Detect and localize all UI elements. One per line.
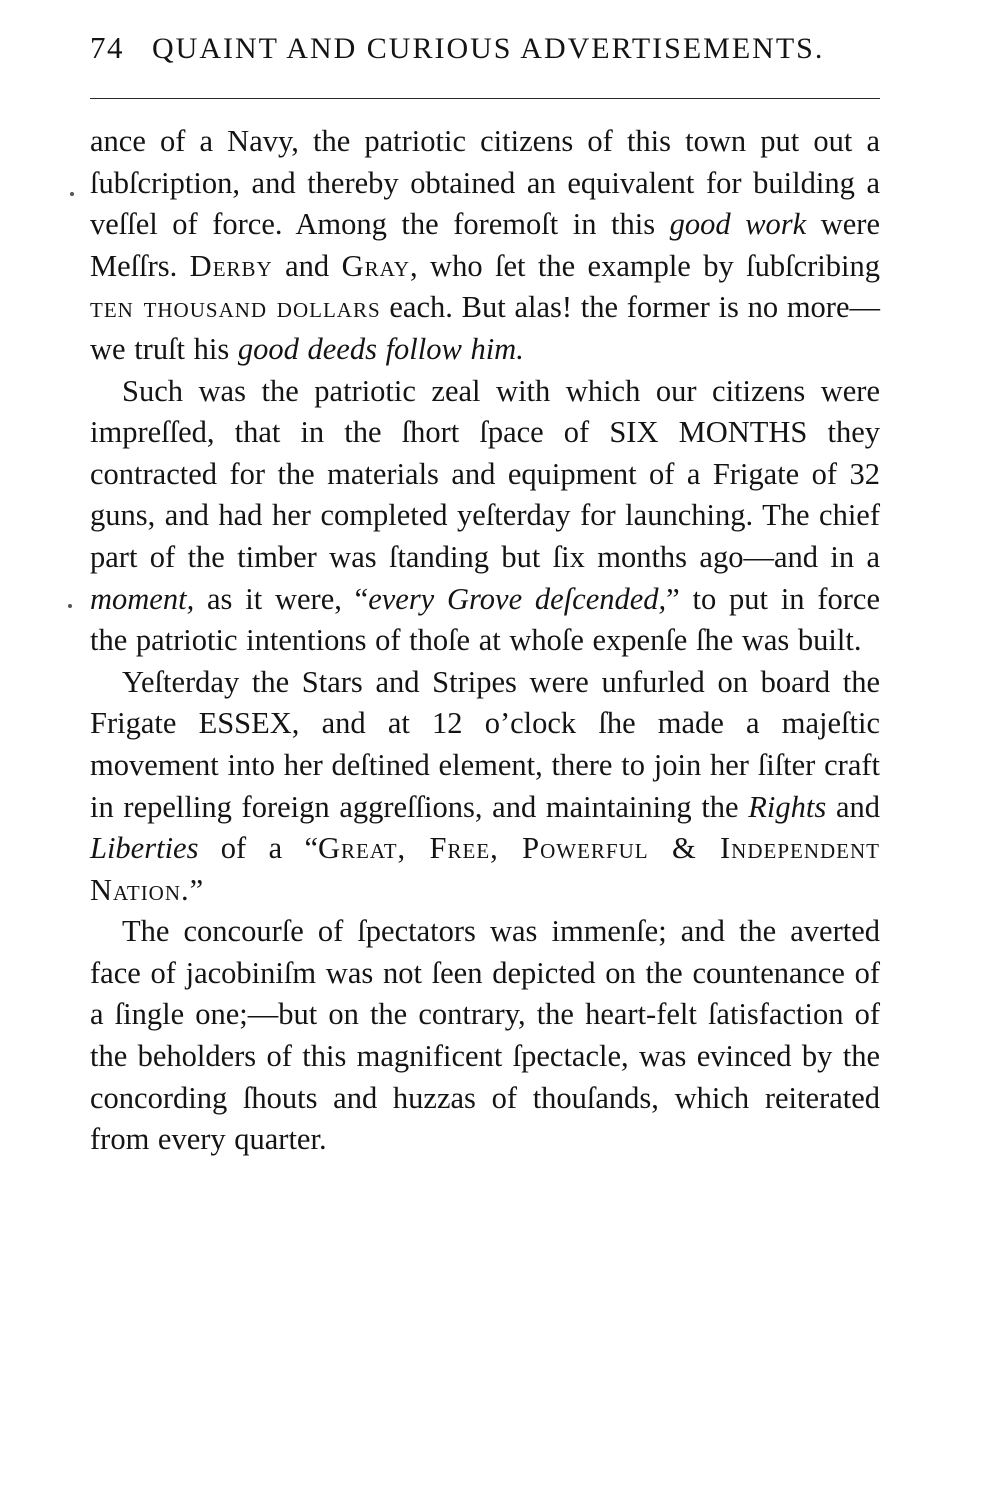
text-run: were Meſſrs. xyxy=(90,207,881,283)
paragraph xyxy=(90,371,880,662)
small-caps-text: Derby xyxy=(189,248,273,283)
italic-text: every Grove deſcended, xyxy=(368,581,667,616)
running-header xyxy=(90,30,880,80)
book-page xyxy=(90,30,880,1161)
italic-text: good work xyxy=(669,207,807,242)
paragraph xyxy=(90,662,880,912)
ink-speck xyxy=(68,604,72,608)
paragraph xyxy=(90,911,880,1161)
ink-speck xyxy=(70,192,74,196)
text-run: ance of a Navy, the patriotic citizens of this town put out a ſubſcription, and thereby obtained an equivalent for building a veſſel of force. Among the foremoſt in this xyxy=(90,124,880,242)
text-run: of a “ xyxy=(198,831,319,866)
text-run: Yeſterday the Stars and Stripes were unfurled on board the Frigate ESSEX, and at 12 o’clock ſhe made a majeſtic movement into her deſtined element, there to join her ſiſter craft in repelling foreign aggreſſions, and maintaining the xyxy=(90,664,880,824)
text-run: as it were, “ xyxy=(194,581,369,616)
text-run: The concourſe of ſpectators was immenſe; and the averted face of jacobiniſm was not ſeen depicted on the countenance of a ſingle one;—but on the contrary, the heart-felt ſatisfaction of the beholders of this magnificent ſpectacle, was evinced by the concording ſhouts and huzzas of thouſands, which reiterated from every quarter. xyxy=(90,914,880,1157)
text-run: ” xyxy=(189,872,204,907)
header-rule xyxy=(90,98,880,99)
italic-text: good deeds follow him. xyxy=(237,331,524,366)
small-caps-text: Great, Free, Powerful & Independent Nation. xyxy=(90,831,880,907)
text-run: , who ſet the example by ſubſcribing xyxy=(410,248,880,283)
body-text xyxy=(90,121,880,1161)
small-caps-text: ten thousand dollars xyxy=(90,290,381,325)
text-run: ” to put in force the patriotic intentions of thoſe at whoſe expenſe ſhe was built. xyxy=(90,581,880,658)
text-run: Such was the patriotic zeal with which our citizens were impreſſed, that in the ſhort ſpace of SIX MONTHS they contracted for the materials and equipment of a Frigate of 32 guns, and had her completed yeſterday for launching. The chief part of the timber was ſtanding but ſix months ago—and in a xyxy=(90,373,880,574)
paragraph xyxy=(90,121,880,371)
running-title: QUAINT AND CURIOUS ADVERTISEMENTS. xyxy=(152,32,825,65)
text-run: and xyxy=(826,789,880,824)
page-number: 74 xyxy=(90,30,124,65)
small-caps-text: Gray xyxy=(341,248,411,283)
italic-text: Liberties xyxy=(90,831,199,866)
italic-text: moment, xyxy=(90,581,195,616)
text-run: and xyxy=(272,248,342,283)
text-run: each. But alas! the former is no more— we truſt his xyxy=(90,290,880,366)
italic-text: Rights xyxy=(748,789,827,824)
